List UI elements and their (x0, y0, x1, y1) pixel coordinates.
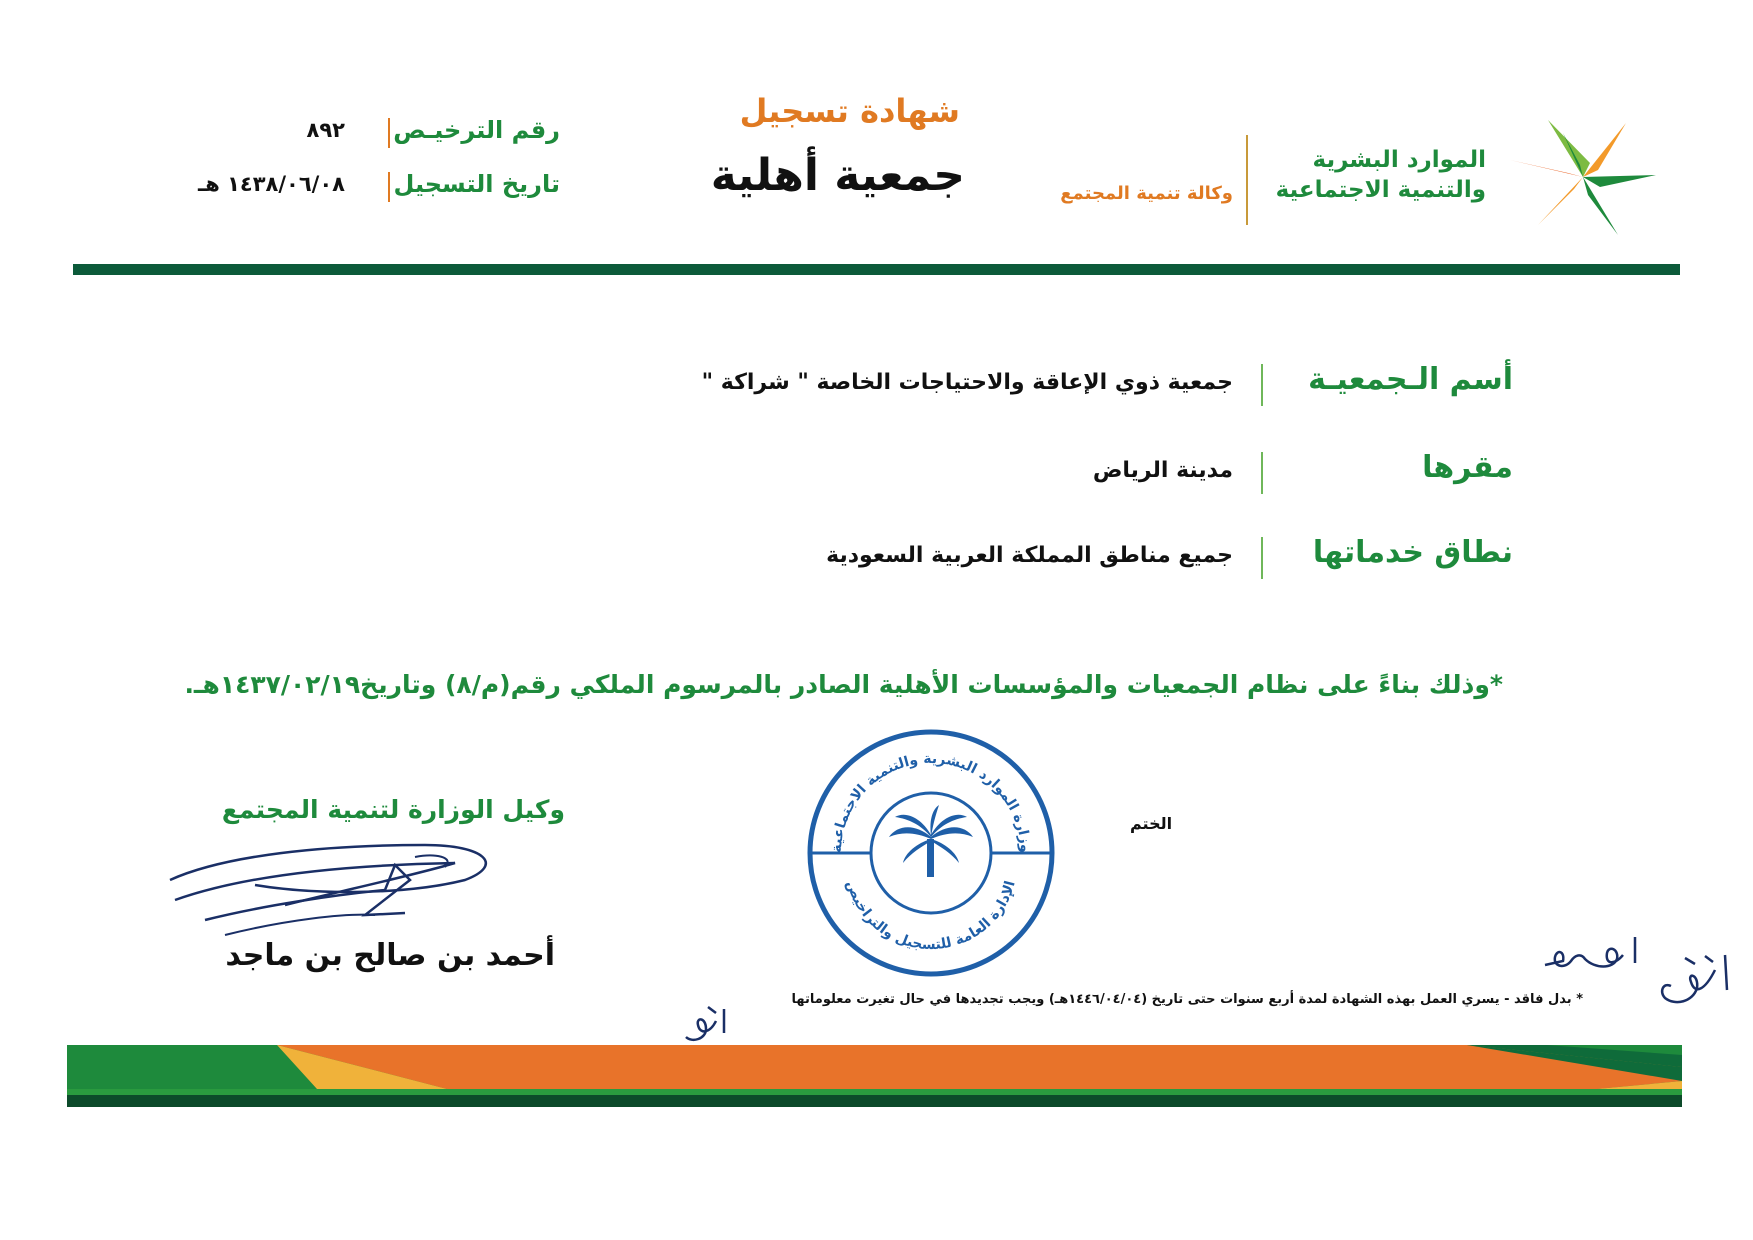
handwritten-note-four (680, 1003, 732, 1048)
registration-date-separator (388, 172, 390, 202)
ministry-name-line1: الموارد البشرية (1312, 147, 1486, 173)
signatory-name: أحمد بن صالح بن ماجد (225, 938, 555, 973)
header-rule (73, 264, 1680, 275)
logo-divider (1246, 135, 1248, 225)
footnote-star: * (1576, 992, 1583, 1007)
certificate-title: شهادة تسجيل (739, 92, 960, 130)
handwritten-note-supervisor (1655, 950, 1735, 1015)
official-seal-stamp (805, 727, 1057, 979)
license-number-value: ٨٩٢ (306, 118, 345, 142)
registration-date-label: تاريخ التسجيل (393, 170, 560, 198)
ministry-star-logo-icon (1508, 115, 1658, 240)
field-separator (1261, 364, 1263, 406)
seal-outer-text-top: وزارة الموارد البشرية والتنمية الاجتماعية (828, 750, 1034, 853)
license-number-row (160, 116, 560, 152)
handwritten-note-original (1535, 925, 1645, 975)
field-separator (1261, 537, 1263, 579)
certificate-subtitle: جمعية أهلية (710, 150, 965, 201)
field-label: مقرها (1422, 450, 1513, 485)
agency-name: وكالة تنمية المجتمع (1060, 183, 1233, 204)
handwritten-signature (165, 835, 505, 945)
field-label: أسم الـجمعيـة (1308, 362, 1513, 397)
palm-tree-icon (889, 805, 973, 877)
field-service-scope (613, 535, 1513, 585)
legal-basis-statement (184, 670, 1503, 699)
field-value: مدينة الرياض (1092, 458, 1233, 483)
registration-date-value: ١٤٣٨/٠٦/٠٨ هـ (198, 172, 345, 196)
ministry-logo-block (968, 115, 1658, 245)
field-headquarters (613, 450, 1513, 500)
seal-label: الختم (1130, 814, 1173, 833)
ministry-name (1256, 145, 1486, 205)
svg-text:الإدارة العامة للتسجيل والتراخ (843, 878, 1019, 953)
field-association-name (613, 362, 1513, 412)
ministry-name-line2: والتنمية الاجتماعية (1275, 177, 1486, 203)
registration-date-row (160, 170, 560, 206)
license-number-separator (388, 118, 390, 148)
footnote-text: بدل فاقد - يسري العمل بهذه الشهادة لمدة أربع سنوات حتى تاريخ (١٤٤٦/٠٤/٠٤هـ) ويجب تجديدها في حال تغيرت معلوماتها (791, 992, 1572, 1007)
field-separator (1261, 452, 1263, 494)
field-value: جمعية ذوي الإعاقة والاحتياجات الخاصة " شراكة " (701, 370, 1233, 395)
legal-basis-text: وذلك بناءً على نظام الجمعيات والمؤسسات الأهلية الصادر بالمرسوم الملكي رقم(م/٨) وتاريخ١٤٣٧/٠٢/١٩هـ. (184, 670, 1490, 699)
legal-basis-star: * (1489, 670, 1503, 699)
footer-color-band (67, 1045, 1682, 1107)
field-value: جميع مناطق المملكة العربية السعودية (826, 543, 1233, 568)
license-number-label: رقم الترخيـص (393, 116, 560, 144)
field-label: نطاق خدماتها (1312, 535, 1513, 570)
signatory-title: وكيل الوزارة لتنمية المجتمع (221, 795, 565, 824)
validity-footnote (633, 992, 1583, 1007)
seal-outer-text-bottom: الإدارة العامة للتسجيل والتراخيص (842, 878, 1019, 954)
